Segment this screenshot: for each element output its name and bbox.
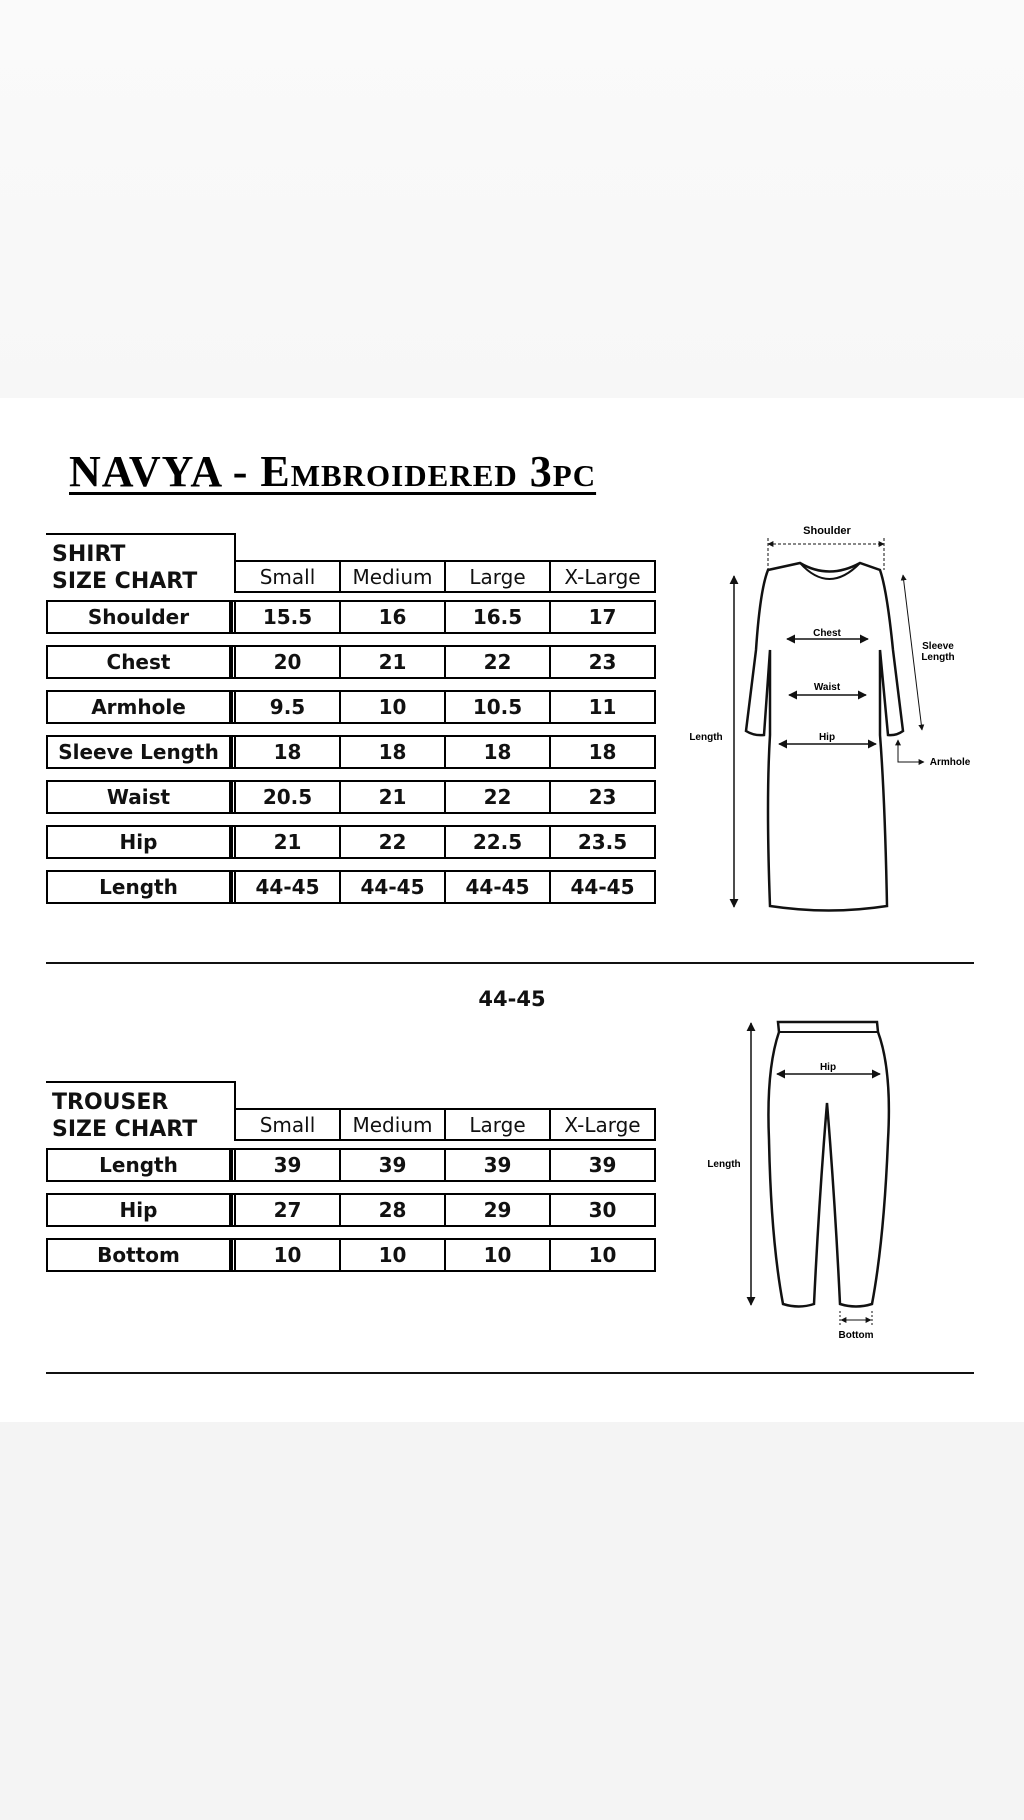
table-cell: 10.5 (444, 690, 551, 724)
table-cell: 21 (339, 780, 446, 814)
sleeve-label-line1: Sleeve (922, 641, 954, 652)
table-cell: 20 (234, 645, 341, 679)
table-cell: 44-45 (234, 870, 341, 904)
trouser-chart-heading: TROUSER SIZE CHART (46, 1081, 236, 1141)
column-header-medium: Medium (339, 1108, 446, 1141)
table-cell: 44-45 (444, 870, 551, 904)
table-cell: 39 (339, 1148, 446, 1182)
row-label-armhole: Armhole (46, 690, 231, 724)
column-header-small: Small (234, 560, 341, 593)
table-cell: 23 (549, 780, 656, 814)
table-cell: 22.5 (444, 825, 551, 859)
shirt-chart-heading: SHIRT SIZE CHART (46, 533, 236, 593)
table-cell: 20.5 (234, 780, 341, 814)
column-header-large: Large (444, 560, 551, 593)
table-cell: 28 (339, 1193, 446, 1227)
trouser-bottom-label: Bottom (838, 1330, 874, 1341)
table-cell: 10 (549, 1238, 656, 1272)
table-cell: 18 (339, 735, 446, 769)
middle-value-text: 44-45 (478, 987, 546, 1011)
table-cell: 9.5 (234, 690, 341, 724)
row-label-length: Length (46, 870, 231, 904)
waist-label: Waist (813, 682, 841, 693)
product-title: NAVYA - Embroidered 3pc (69, 447, 597, 496)
column-header-medium: Medium (339, 560, 446, 593)
column-header-x-large: X-Large (549, 1108, 656, 1141)
row-label-chest: Chest (46, 645, 231, 679)
table-cell: 18 (444, 735, 551, 769)
table-cell: 11 (549, 690, 656, 724)
section-divider (46, 962, 974, 964)
column-header-x-large: X-Large (549, 560, 656, 593)
trouser-length-label: Length (707, 1159, 741, 1170)
table-cell: 44-45 (549, 870, 656, 904)
row-label-bottom: Bottom (46, 1238, 231, 1272)
column-header-small: Small (234, 1108, 341, 1141)
table-cell: 23.5 (549, 825, 656, 859)
top-blank-band (0, 0, 1024, 398)
trouser-hip-label: Hip (819, 1062, 837, 1073)
table-cell: 39 (444, 1148, 551, 1182)
shirt-diagram (680, 515, 980, 920)
table-cell: 17 (549, 600, 656, 634)
table-cell: 18 (234, 735, 341, 769)
bottom-blank-band (0, 1422, 1024, 1820)
table-cell: 44-45 (339, 870, 446, 904)
sleeve-label-line2: Length (921, 652, 955, 663)
chest-label: Chest (813, 628, 841, 639)
hip-label: Hip (818, 732, 836, 743)
table-cell: 16.5 (444, 600, 551, 634)
row-label-hip: Hip (46, 1193, 231, 1227)
table-cell: 21 (339, 645, 446, 679)
table-cell: 22 (444, 645, 551, 679)
table-cell: 22 (444, 780, 551, 814)
length-label: Length (689, 732, 723, 743)
table-cell: 10 (444, 1238, 551, 1272)
row-label-length: Length (46, 1148, 231, 1182)
table-cell: 23 (549, 645, 656, 679)
table-cell: 22 (339, 825, 446, 859)
table-cell: 39 (549, 1148, 656, 1182)
table-cell: 10 (234, 1238, 341, 1272)
table-cell: 15.5 (234, 600, 341, 634)
trouser-diagram (690, 1010, 960, 1345)
table-cell: 39 (234, 1148, 341, 1182)
table-cell: 21 (234, 825, 341, 859)
column-header-large: Large (444, 1108, 551, 1141)
table-cell: 30 (549, 1193, 656, 1227)
shoulder-label: Shoulder (803, 525, 851, 537)
table-cell: 18 (549, 735, 656, 769)
row-label-waist: Waist (46, 780, 231, 814)
row-label-hip: Hip (46, 825, 231, 859)
table-cell: 27 (234, 1193, 341, 1227)
table-cell: 10 (339, 690, 446, 724)
table-cell: 16 (339, 600, 446, 634)
armhole-label: Armhole (929, 757, 971, 768)
row-label-sleeve-length: Sleeve Length (46, 735, 231, 769)
row-label-shoulder: Shoulder (46, 600, 231, 634)
table-cell: 29 (444, 1193, 551, 1227)
bottom-divider (46, 1372, 974, 1374)
table-cell: 10 (339, 1238, 446, 1272)
